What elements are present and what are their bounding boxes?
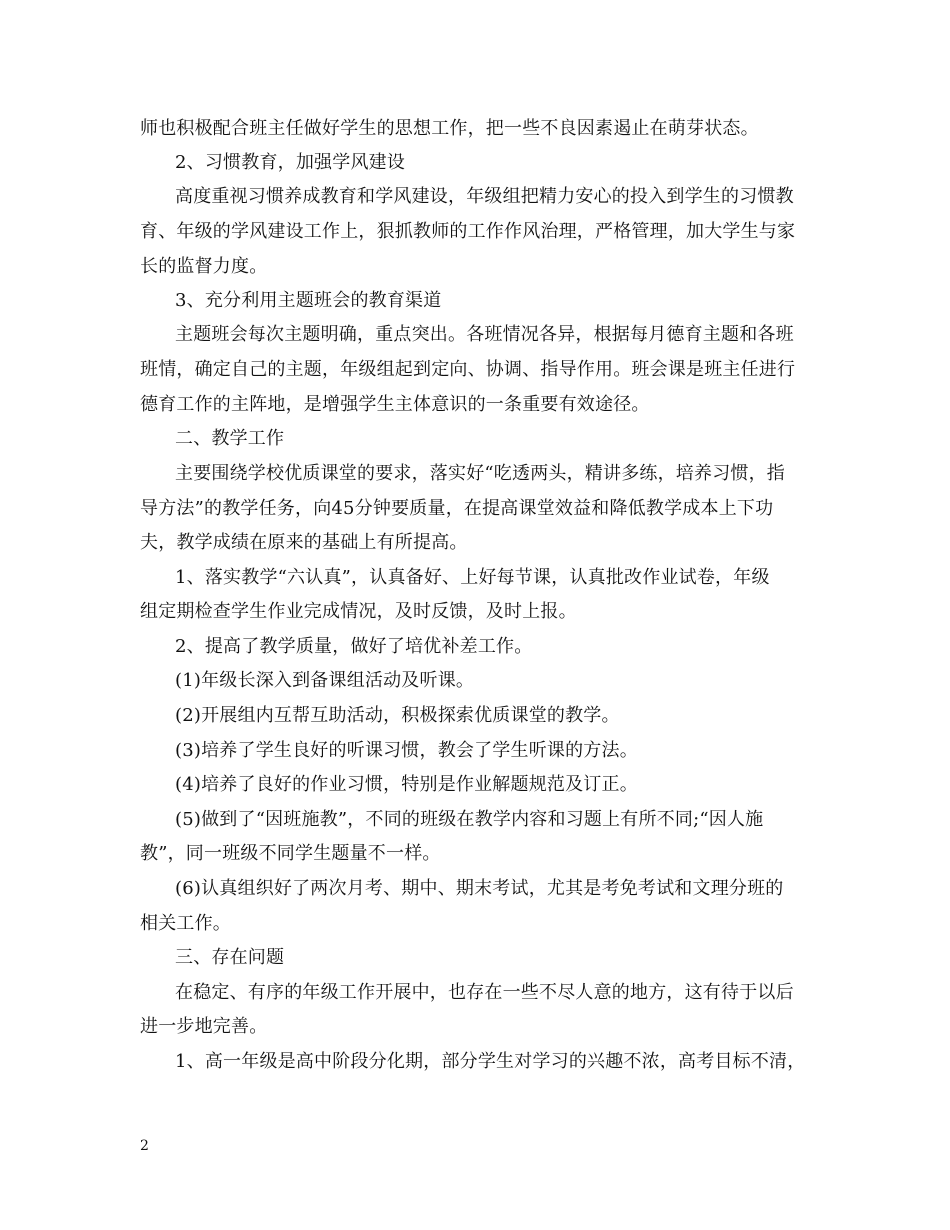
- list-item: (3)培养了学生良好的听课习惯，教会了学生听课的方法。: [175, 740, 638, 761]
- list-item-continued: 教”，同一班级不同学生题量不一样。: [140, 843, 441, 864]
- section-heading: 3、充分利用主题班会的教育渠道: [175, 290, 442, 311]
- body-text-line: 主要围绕学校优质课堂的要求，落实好“吃透两头，精讲多练，培养习惯，指: [175, 463, 785, 484]
- body-text-line: 在稳定、有序的年级工作开展中，也存在一些不尽人意的地方，这有待于以后: [175, 982, 794, 1003]
- section-heading: 三、存在问题: [175, 947, 285, 968]
- body-text-line: 主题班会每次主题明确，重点突出。各班情况各异，根据每月德育主题和各班: [175, 324, 794, 345]
- body-text-line: 师也积极配合班主任做好学生的思想工作，把一些不良因素遏止在萌芽状态。: [140, 118, 759, 139]
- section-heading: 二、教学工作: [175, 428, 285, 449]
- list-item: (6)认真组织好了两次月考、期中、期末考试，尤其是考免考试和文理分班的: [175, 878, 784, 899]
- list-item: (1)年级长深入到备课组活动及听课。: [175, 670, 475, 691]
- body-text-line: 高度重视习惯养成教育和学风建设，年级组把精力安心的投入到学生的习惯教: [175, 186, 794, 207]
- body-text-line: 夫，教学成绩在原来的基础上有所提高。: [140, 532, 468, 553]
- body-text-line: 2、提高了教学质量，做好了培优补差工作。: [175, 636, 533, 657]
- list-item-continued: 相关工作。: [140, 913, 231, 934]
- list-item: (4)培养了良好的作业习惯，特别是作业解题规范及订正。: [175, 774, 638, 795]
- list-item: (5)做到了“因班施教”，不同的班级在教学内容和习题上有所不同;“因人施: [175, 809, 764, 830]
- body-text-line: 班情，确定自己的主题，年级组起到定向、协调、指导作用。班会课是班主任进行: [140, 359, 796, 380]
- body-text-line: 进一步地完善。: [140, 1016, 268, 1037]
- body-text-line: 1、落实教学“六认真”，认真备好、上好每节课，认真批改作业试卷，年级: [175, 567, 770, 588]
- body-text-line: 1、高一年级是高中阶段分化期，部分学生对学习的兴趣不浓，高考目标不清，: [175, 1051, 806, 1072]
- body-text-line: 德育工作的主阵地，是增强学生主体意识的一条重要有效途径。: [140, 394, 650, 415]
- body-text-line: 长的监督力度。: [140, 256, 268, 277]
- page-number: 2: [140, 1138, 149, 1154]
- section-heading: 2、习惯教育，加强学风建设: [175, 152, 406, 173]
- body-text-line: 育、年级的学风建设工作上，狠抓教师的工作作风治理，严格管理，加大学生与家: [140, 221, 796, 242]
- list-item: (2)开展组内互帮互助活动，积极探索优质课堂的教学。: [175, 705, 620, 726]
- body-text-line: 导方法”的教学任务，向45分钟要质量，在提高课堂效益和降低教学成本上下功: [140, 498, 774, 519]
- body-text-line: 组定期检查学生作业完成情况，及时反馈，及时上报。: [140, 601, 577, 622]
